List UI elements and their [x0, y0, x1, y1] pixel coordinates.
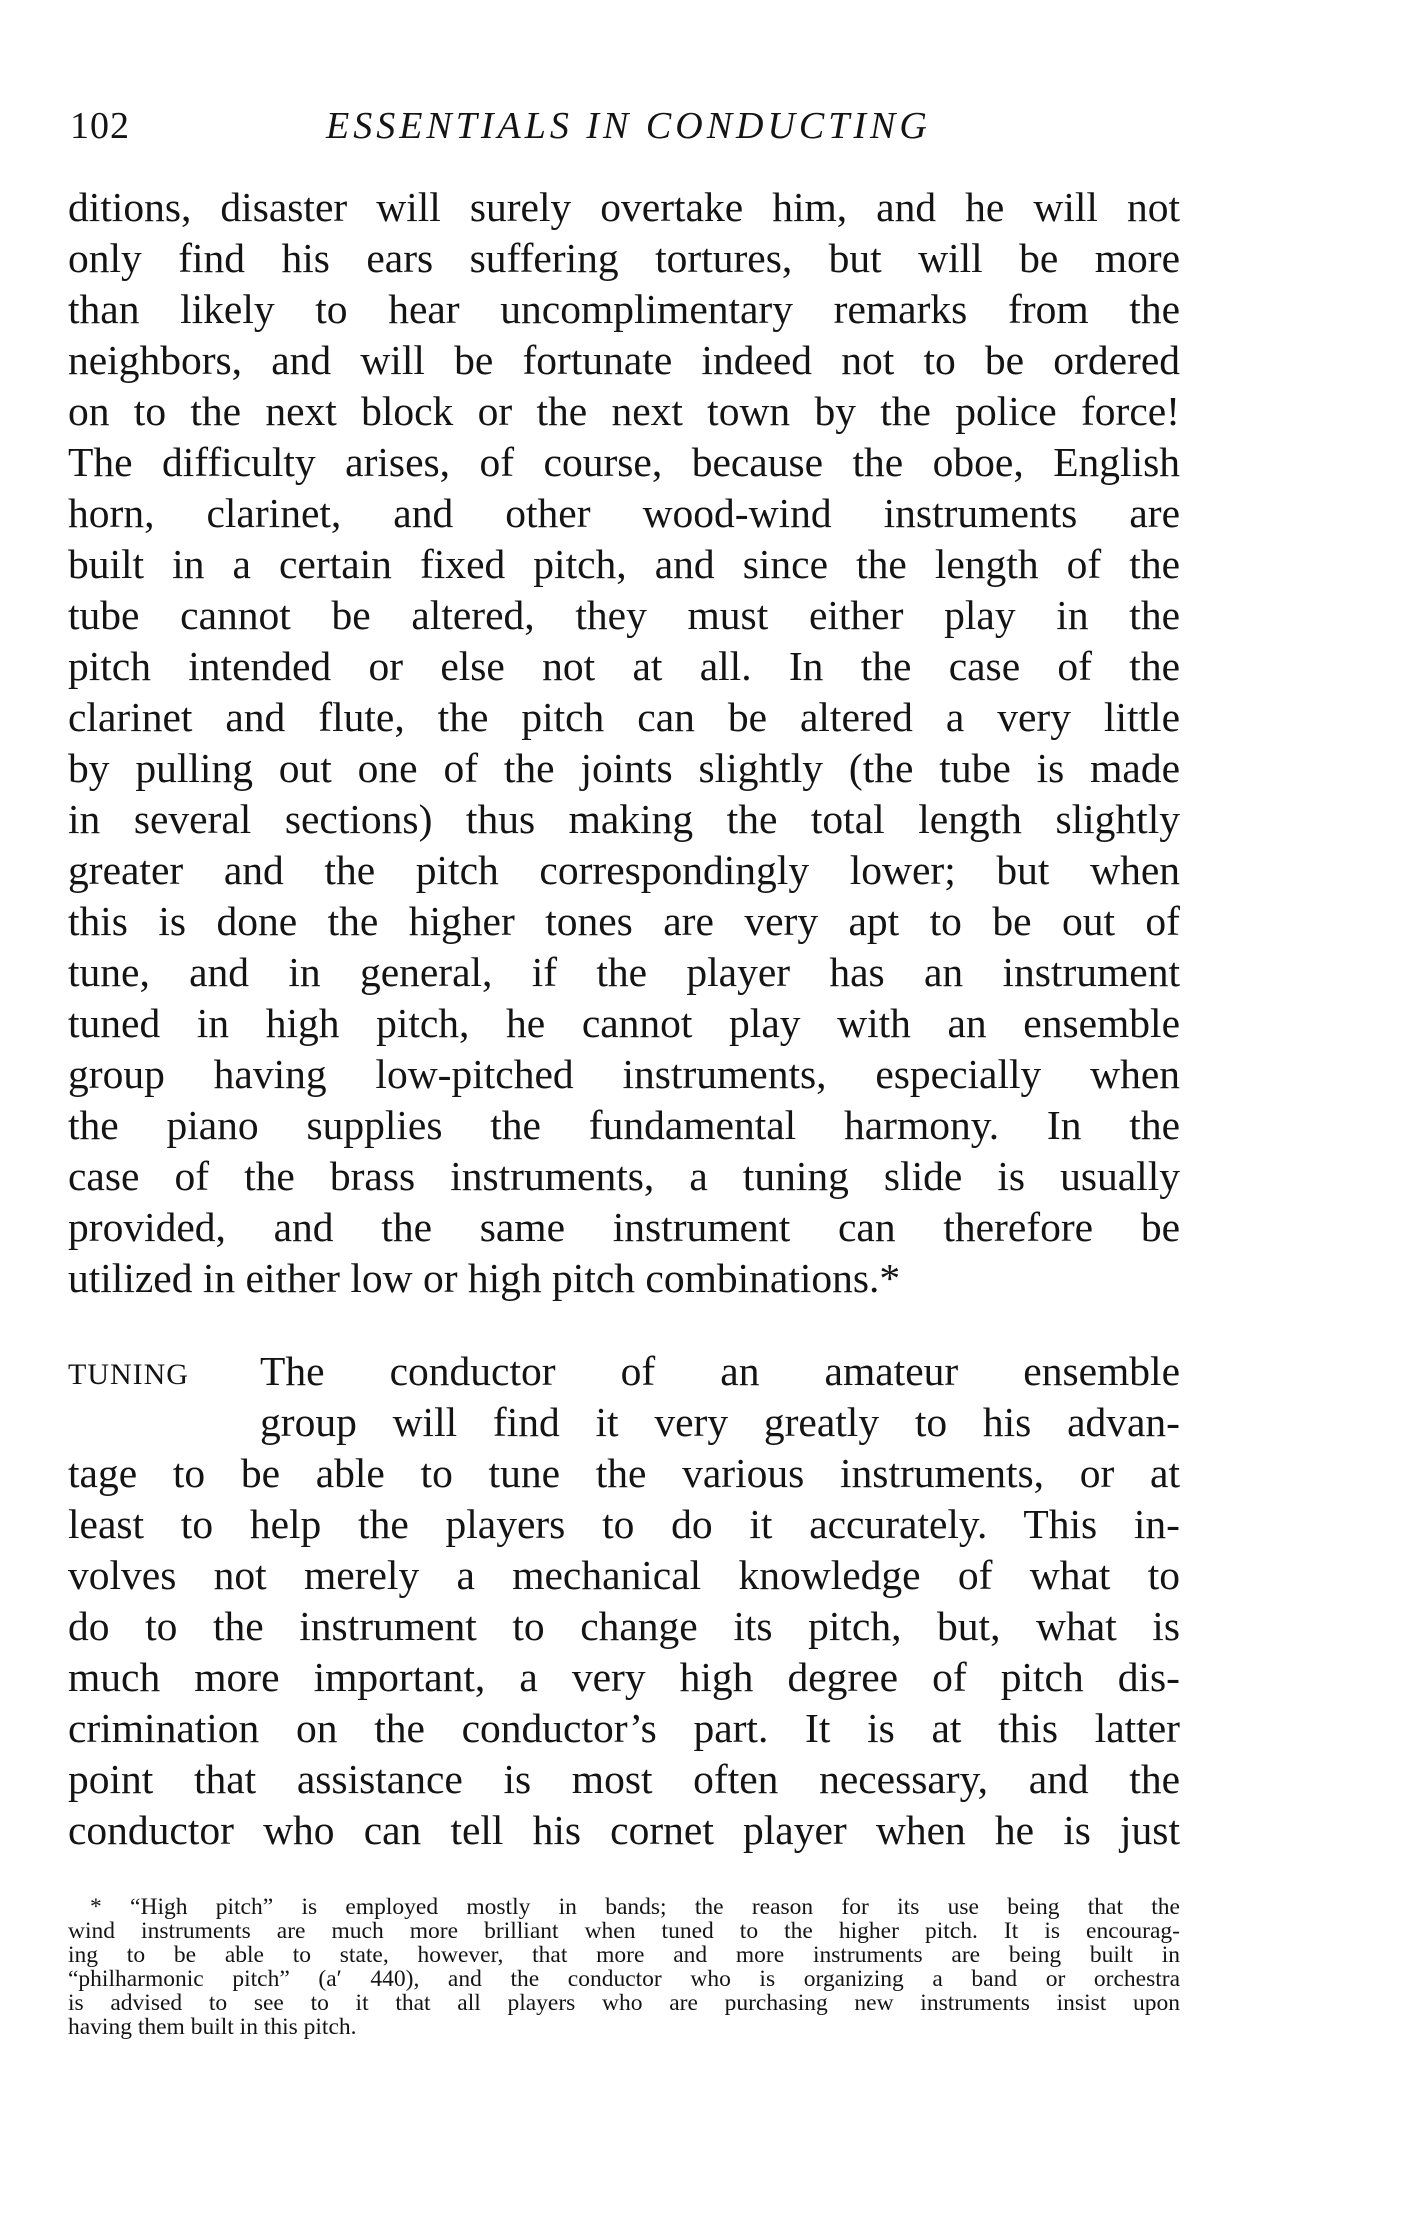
text-line: pitch intended or else not at all. In the case of the: [68, 643, 1180, 689]
text-line: built in a certain fixed pitch, and since the length of the: [68, 541, 1180, 587]
footnote-line: having them built in this pitch.: [68, 2014, 357, 2040]
text-line: do to the instrument to change its pitch, but, what is: [68, 1603, 1180, 1649]
footnote-line: “philharmonic pitch” (a′ 440), and the conductor who is organizing a band or orchestra: [68, 1966, 1180, 1992]
text-line: this is done the higher tones are very apt to be out of: [68, 898, 1180, 944]
text-line: group will find it very greatly to his advan-: [260, 1399, 1180, 1445]
text-line: tune, and in general, if the player has an instrument: [68, 949, 1180, 995]
footnote-line: * “High pitch” is employed mostly in bands; the reason for its use being that the: [90, 1894, 1180, 1920]
text-line: The difficulty arises, of course, because the oboe, English: [68, 439, 1180, 485]
page-number: 102: [70, 105, 130, 147]
text-line: crimination on the conductor’s part. It is at this latter: [68, 1705, 1180, 1751]
text-line: tage to be able to tune the various instruments, or at: [68, 1450, 1180, 1496]
text-line: by pulling out one of the joints slightly (the tube is made: [68, 745, 1180, 791]
text-line: provided, and the same instrument can therefore be: [68, 1204, 1180, 1250]
text-line: than likely to hear uncomplimentary remarks from the: [68, 286, 1180, 332]
footnote-line: wind instruments are much more brilliant when tuned to the higher pitch. It is encourag-: [68, 1918, 1180, 1944]
text-line: on to the next block or the next town by the police force!: [68, 388, 1180, 434]
text-line: ditions, disaster will surely overtake him, and he will not: [68, 184, 1180, 230]
text-line: group having low-pitched instruments, especially when: [68, 1051, 1180, 1097]
text-line: greater and the pitch correspondingly lower; but when: [68, 847, 1180, 893]
text-line: point that assistance is most often necessary, and the: [68, 1756, 1180, 1802]
footnote-line: ing to be able to state, however, that more and more instruments are being built in: [68, 1942, 1180, 1968]
text-line: volves not merely a mechanical knowledge of what to: [68, 1552, 1180, 1598]
text-line: clarinet and flute, the pitch can be altered a very little: [68, 694, 1180, 740]
footnote-line: is advised to see to it that all players who are purchasing new instruments insist upon: [68, 1990, 1180, 2016]
text-line: conductor who can tell his cornet player when he is just: [68, 1807, 1180, 1853]
text-line: least to help the players to do it accurately. This in-: [68, 1501, 1180, 1547]
page-header: [70, 104, 1180, 154]
text-line: horn, clarinet, and other wood-wind instruments are: [68, 490, 1180, 536]
text-line: utilized in either low or high pitch combinations.*: [68, 1255, 901, 1301]
text-line: case of the brass instruments, a tuning slide is usually: [68, 1153, 1180, 1199]
sidenote-heading: TUNING: [68, 1358, 189, 1391]
text-line: tuned in high pitch, he cannot play with an ensemble: [68, 1000, 1180, 1046]
text-line: much more important, a very high degree of pitch dis-: [68, 1654, 1180, 1700]
text-line: tube cannot be altered, they must either play in the: [68, 592, 1180, 638]
running-head: ESSENTIALS IN CONDUCTING: [326, 105, 931, 147]
text-line: only find his ears suffering tortures, but will be more: [68, 235, 1180, 281]
text-line: neighbors, and will be fortunate indeed not to be ordered: [68, 337, 1180, 383]
text-line: the piano supplies the fundamental harmony. In the: [68, 1102, 1180, 1148]
text-line: in several sections) thus making the total length slightly: [68, 796, 1180, 842]
text-line: The conductor of an amateur ensemble: [260, 1348, 1180, 1394]
